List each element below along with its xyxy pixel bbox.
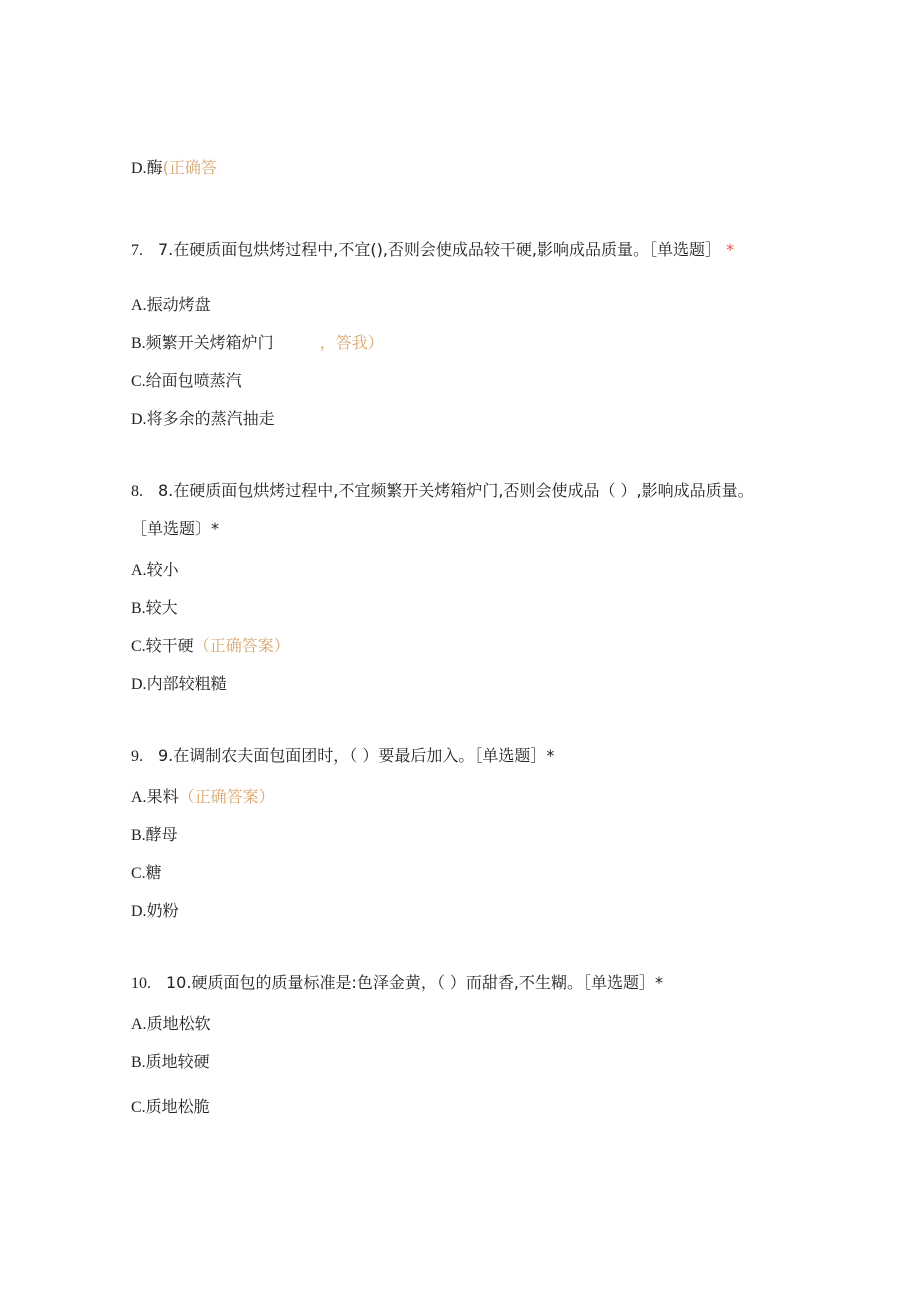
q10-option-b xyxy=(131,1051,210,1074)
q7-title xyxy=(131,239,734,262)
option-letter: D. xyxy=(131,903,147,920)
question-text: 9.在调制农夫面包面团时，（ ）要最后加入。［单选题］* xyxy=(158,746,555,765)
question-text: 7.在硬质面包烘烤过程中,不宜(),否则会使成品较干硬,影响成品质量。［单选题］ xyxy=(158,240,722,259)
option-text: 较大 xyxy=(145,598,178,617)
option-text: 频繁开关烤箱炉门 xyxy=(145,333,274,352)
correct-answer-mark: ，答我） xyxy=(319,333,384,352)
option-text: 酶 xyxy=(146,158,163,177)
option-text: 酵母 xyxy=(145,825,178,844)
q7-option-a xyxy=(131,294,211,317)
option-letter: B. xyxy=(131,827,146,844)
q9-option-a xyxy=(131,786,275,809)
q10-title xyxy=(131,972,663,995)
q8-option-b xyxy=(131,597,178,620)
option-letter: A. xyxy=(131,297,147,314)
option-text: 质地松脆 xyxy=(145,1097,210,1116)
option-text: 将多余的蒸汽抽走 xyxy=(146,409,275,428)
q9-option-c xyxy=(131,862,162,885)
q8-option-d xyxy=(131,673,227,696)
question-number: 10. xyxy=(131,975,151,992)
option-letter: C. xyxy=(131,373,146,390)
option-letter: C. xyxy=(131,865,146,882)
option-text: 奶粉 xyxy=(146,901,179,920)
correct-answer-mark: （正确答案） xyxy=(193,636,290,655)
option-text: 内部较粗糙 xyxy=(146,674,227,693)
q6-option-d xyxy=(131,157,217,180)
q9-title xyxy=(131,745,554,768)
question-number: 7. xyxy=(131,242,143,259)
q7-option-b xyxy=(131,332,384,355)
q8-title xyxy=(131,480,754,503)
correct-answer-mark: (正确答 xyxy=(162,158,217,177)
question-number: 8. xyxy=(131,483,143,500)
question-text: 8.在硬质面包烘烤过程中,不宜频繁开关烤箱炉门,否则会使成品（ ）,影响成品质量。 xyxy=(158,481,754,500)
option-letter: A. xyxy=(131,789,147,806)
option-letter: B. xyxy=(131,1054,146,1071)
option-letter: D. xyxy=(131,160,147,177)
q8-option-a xyxy=(131,559,179,582)
q7-option-d xyxy=(131,408,275,431)
q8-option-c xyxy=(131,635,290,658)
correct-answer-mark: （正确答案） xyxy=(178,787,275,806)
question-number: 9. xyxy=(131,748,143,765)
option-text: 质地松软 xyxy=(146,1014,211,1033)
option-letter: D. xyxy=(131,676,147,693)
option-letter: A. xyxy=(131,562,147,579)
option-letter: C. xyxy=(131,1099,146,1116)
question-text: 10.硬质面包的质量标准是:色泽金黄，（ ）而甜香,不生糊。［单选题］* xyxy=(166,973,664,992)
q8-title-cont xyxy=(131,518,219,540)
q9-option-d xyxy=(131,900,179,923)
option-letter: B. xyxy=(131,600,146,617)
option-text: 较干硬 xyxy=(145,636,194,655)
q9-option-b xyxy=(131,824,178,847)
option-letter: C. xyxy=(131,638,146,655)
option-text: 糖 xyxy=(145,863,162,882)
option-text: 质地较硬 xyxy=(145,1052,210,1071)
q7-option-c xyxy=(131,370,242,393)
option-letter: B. xyxy=(131,335,146,352)
q10-option-c xyxy=(131,1096,210,1119)
question-type: ［单选题〕* xyxy=(131,519,220,538)
option-letter: A. xyxy=(131,1016,147,1033)
option-text: 较小 xyxy=(146,560,179,579)
option-text: 给面包喷蒸汽 xyxy=(145,371,242,390)
option-text: 果料 xyxy=(146,787,179,806)
option-letter: D. xyxy=(131,411,147,428)
q10-option-a xyxy=(131,1013,211,1036)
required-star: * xyxy=(726,240,735,259)
option-text: 振动烤盘 xyxy=(146,295,211,314)
